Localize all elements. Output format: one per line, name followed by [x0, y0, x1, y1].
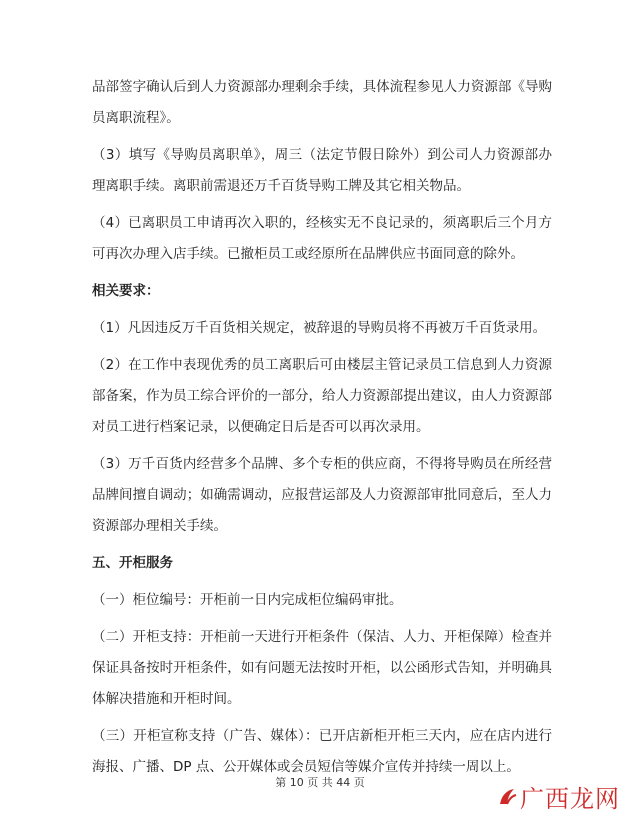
paragraph: （2）在工作中表现优秀的员工离职后可由楼层主管记录员工信息到人力资源部备案，作为员工综合评价的一部分，给人力资源部提出建议，由人力资源部对员工进行档案记录，以便确定日后是否可以再次录用。	[92, 357, 552, 435]
paragraph: （3）填写《导购员离职单》，周三（法定节假日除外）到公司人力资源部办理离职手续。离职前需退还万千百货导购工牌及其它相关物品。	[92, 147, 552, 194]
paragraph: （二）开柜支持：开柜前一天进行开柜条件（保洁、人力、开柜保障）检查并保证具备按时开柜条件，如有问题无法按时开柜，以公函形式告知，并明确具体解决措施和开柜时间。	[92, 629, 552, 707]
paragraph: （三）开柜宣称支持（广告、媒体）：已开店新柜开柜三天内，应在店内进行海报、广播、DP 点、公开媒体或会员短信等媒介宣传并持续一周以上。	[92, 728, 552, 775]
section-heading: 相关要求：	[92, 283, 160, 299]
section-heading: 五、开柜服务	[92, 555, 173, 571]
paragraph: （1）凡因违反万千百货相关规定，被辞退的导购员将不再被万千百货录用。	[92, 320, 547, 336]
red-logo-icon	[496, 786, 518, 808]
paragraph: （4）已离职员工申请再次入职的，经核实无不良记录的，须离职后三个月方可再次办理入店手续。已撤柜员工或经原所在品牌供应书面同意的除外。	[92, 215, 552, 262]
document-body	[92, 72, 552, 789]
watermark	[496, 779, 620, 814]
watermark-text: 广西龙网	[520, 785, 620, 813]
paragraph: （一）柜位编号：开柜前一日内完成柜位编码审批。	[92, 592, 403, 608]
paragraph: （3）万千百货内经营多个品牌、多个专柜的供应商，不得将导购员在所经营品牌间擅自调动；如确需调动，应报营运部及人力资源部审批同意后，至人力资源部办理相关手续。	[92, 456, 552, 534]
paragraph: 品部签字确认后到人力资源部办理剩余手续，具体流程参见人力资源部《导购员离职流程》。	[92, 79, 552, 126]
page-number: 第 10 页 共 44 页	[275, 776, 365, 789]
